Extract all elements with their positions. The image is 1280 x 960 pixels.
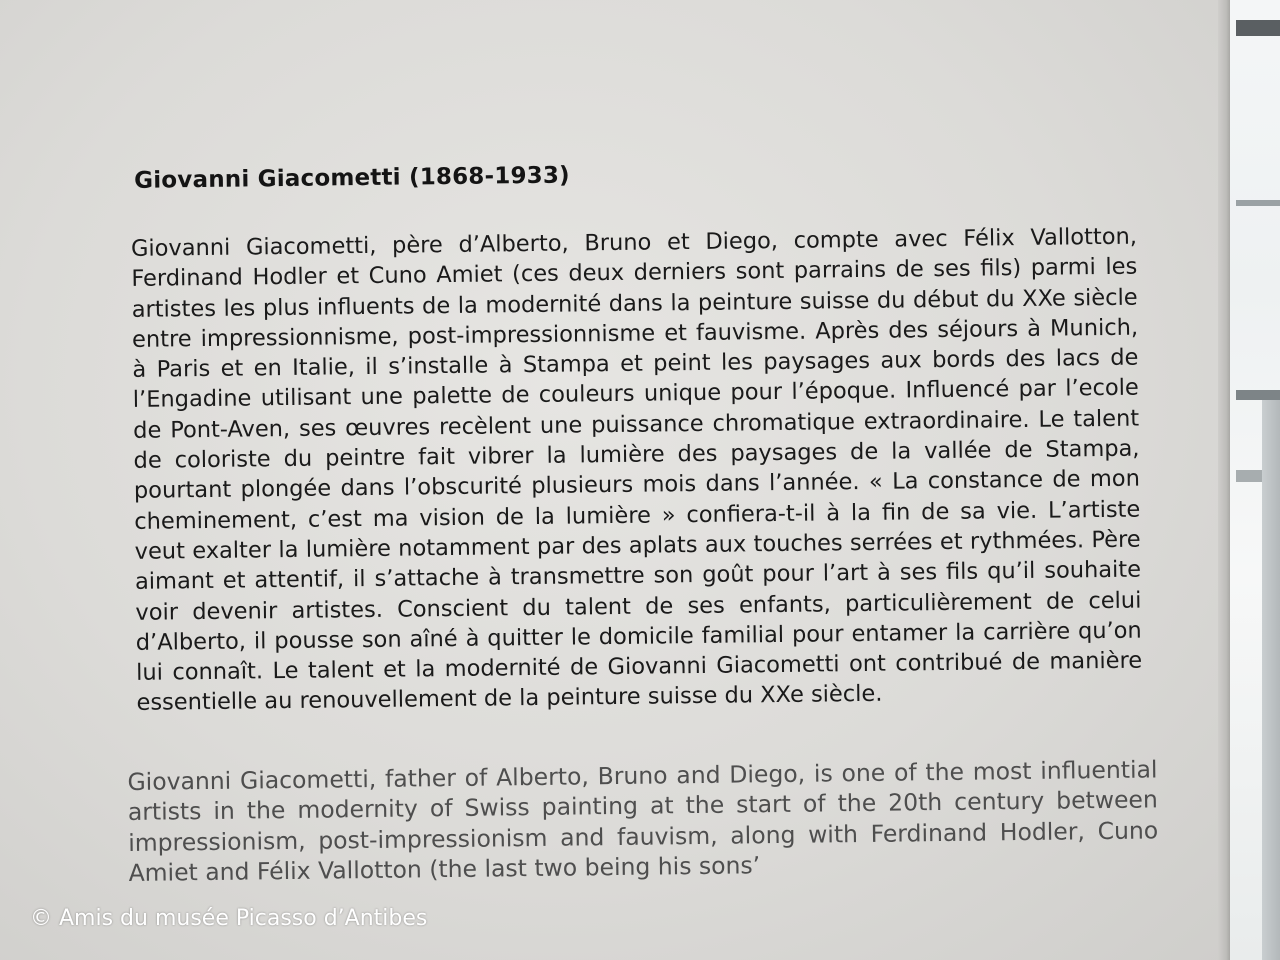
english-paragraph: Giovanni Giacometti, father of Alberto, Bruno and Diego, is one of the most influential artists in the modernity of Swiss painting at the start of the 20th century between impressionism, post-impressionism and fauvism, along with Ferdinand Hodler, Cuno Amiet and Félix Vallotton (the last two being his sons’ [127, 755, 1159, 888]
french-paragraph: Giovanni Giacometti, père d’Alberto, Bruno et Diego, compte avec Félix Vallotton, Ferdinand Hodler et Cuno Amiet (ces deux derniers sont parrains de ses fils) parmi les artistes les plus influents de la modernité dans la peinture suisse du début du XXe siècle entre impressionnisme, post-impressionnisme et fauvisme. Après des séjours à Munich, à Paris et en Italie, il s’installe à Stampa et peint les paysages aux bords des lacs de l’Engadine utilisant une palette de couleurs unique pour l’époque. Influencé par l’ecole de Pont-Aven, ses œuvres recèlent une puissance chromatique extraordinaire. Le talent de coloriste du peintre fait vibrer la lumière des paysages de la vallée de Stampa, pourtant plongée dans l’obscurité plusieurs mois dans l’année. « La constance de mon cheminement, c’est ma vision de la lumière » confiera-t-il à la fin de sa vie. L’artiste veut exalter la lumière notamment par des aplats aux touches serrées et rythmées. Père aimant et attentif, il s’attache à transmettre son goût pour l’art à ses fils qu’il souhaite voir devenir artistes. Conscient du talent de ses enfants, particulièrement de celui d’Alberto, il pousse son aîné à quitter le domicile familial pour entamer la carrière qu’on lui connaît. Le talent et la modernité de Giovanni Giacometti ont contribué de manière essentielle au renouvellement de la peinture suisse du XXe siècle. [130, 223, 1143, 717]
label-title: Giovanni Giacometti (1868-1933) [133, 162, 570, 194]
window-frame [1236, 20, 1280, 36]
window-bar [1236, 390, 1280, 400]
window-bar [1236, 200, 1280, 206]
wall-label-text [120, 155, 1169, 888]
window-post [1262, 400, 1280, 960]
copyright-watermark: © Amis du musée Picasso d’Antibes [30, 906, 428, 931]
